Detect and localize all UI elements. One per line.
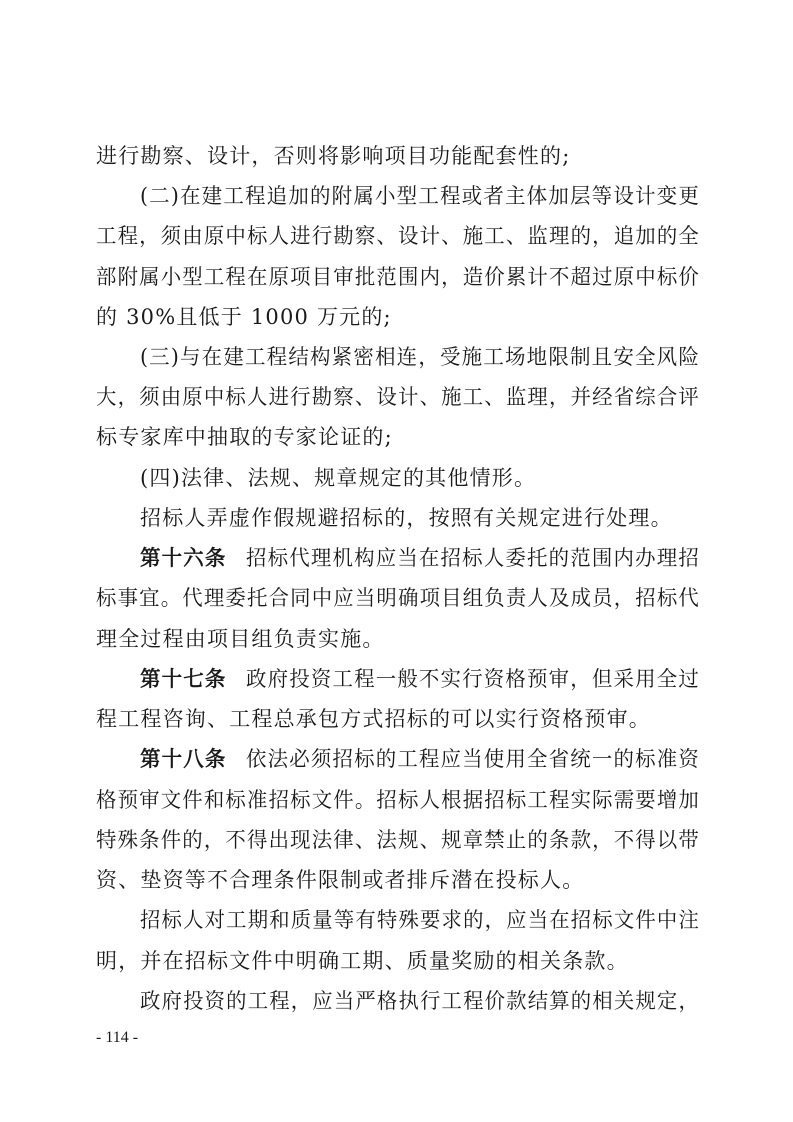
article-number: 第十七条 [140,667,227,691]
text-line: 工程，须由原中标人进行勘察、设计、施工、监理的，追加的全 [96,224,701,248]
article-number: 第十八条 [140,747,227,771]
text-line: 格预审文件和标准招标文件。招标人根据招标工程实际需要增加 [96,788,701,812]
page-number: - 114 - [96,1029,139,1046]
text-line: (三)与在建工程结构紧密相连，受施工场地限制且安全风险 [140,345,701,369]
article-heading-line: 第十六条 招标代理机构应当在招标人委托的范围内办理招 [140,546,701,570]
text-line: 部附属小型工程在原项目审批范围内，造价累计不超过原中标价 [96,265,701,289]
text-line: 的 30%且低于 1000 万元的; [96,305,392,329]
article-heading-line: 第十七条 政府投资工程一般不实行资格预审，但采用全过 [140,667,701,691]
text-line: 明，并在招标文件中明确工期、质量奖励的相关条款。 [96,949,629,973]
text-line: 进行勘察、设计，否则将影响项目功能配套性的; [96,144,571,168]
text-line: (二)在建工程追加的附属小型工程或者主体加层等设计变更 [140,184,701,208]
text-line: 标专家库中抽取的专家论证的; [96,425,393,449]
text-line: (四)法律、法规、规章规定的其他情形。 [140,466,537,490]
text-line: 招标人弄虚作假规避招标的，按照有关规定进行处理。 [140,506,673,530]
text-line: 特殊条件的，不得出现法律、法规、规章禁止的条款，不得以带 [96,828,701,852]
text-line: 大，须由原中标人进行勘察、设计、施工、监理，并经省综合评 [96,385,701,409]
article-heading-line: 第十八条 依法必须招标的工程应当使用全省统一的标准资 [140,747,701,771]
text-line: 标事宜。代理委托合同中应当明确项目组负责人及成员，招标代 [96,586,701,610]
text-line: 程工程咨询、工程总承包方式招标的可以实行资格预审。 [96,707,651,731]
text-line: 资、垫资等不合理条件限制或者排斥潜在投标人。 [96,868,585,892]
text-line: 理全过程由项目组负责实施。 [96,627,385,651]
text-line: 政府投资的工程，应当严格执行工程价款结算的相关规定， [140,989,701,1013]
article-number: 第十六条 [140,546,227,570]
text-line: 招标人对工期和质量等有特殊要求的，应当在招标文件中注 [140,908,701,932]
